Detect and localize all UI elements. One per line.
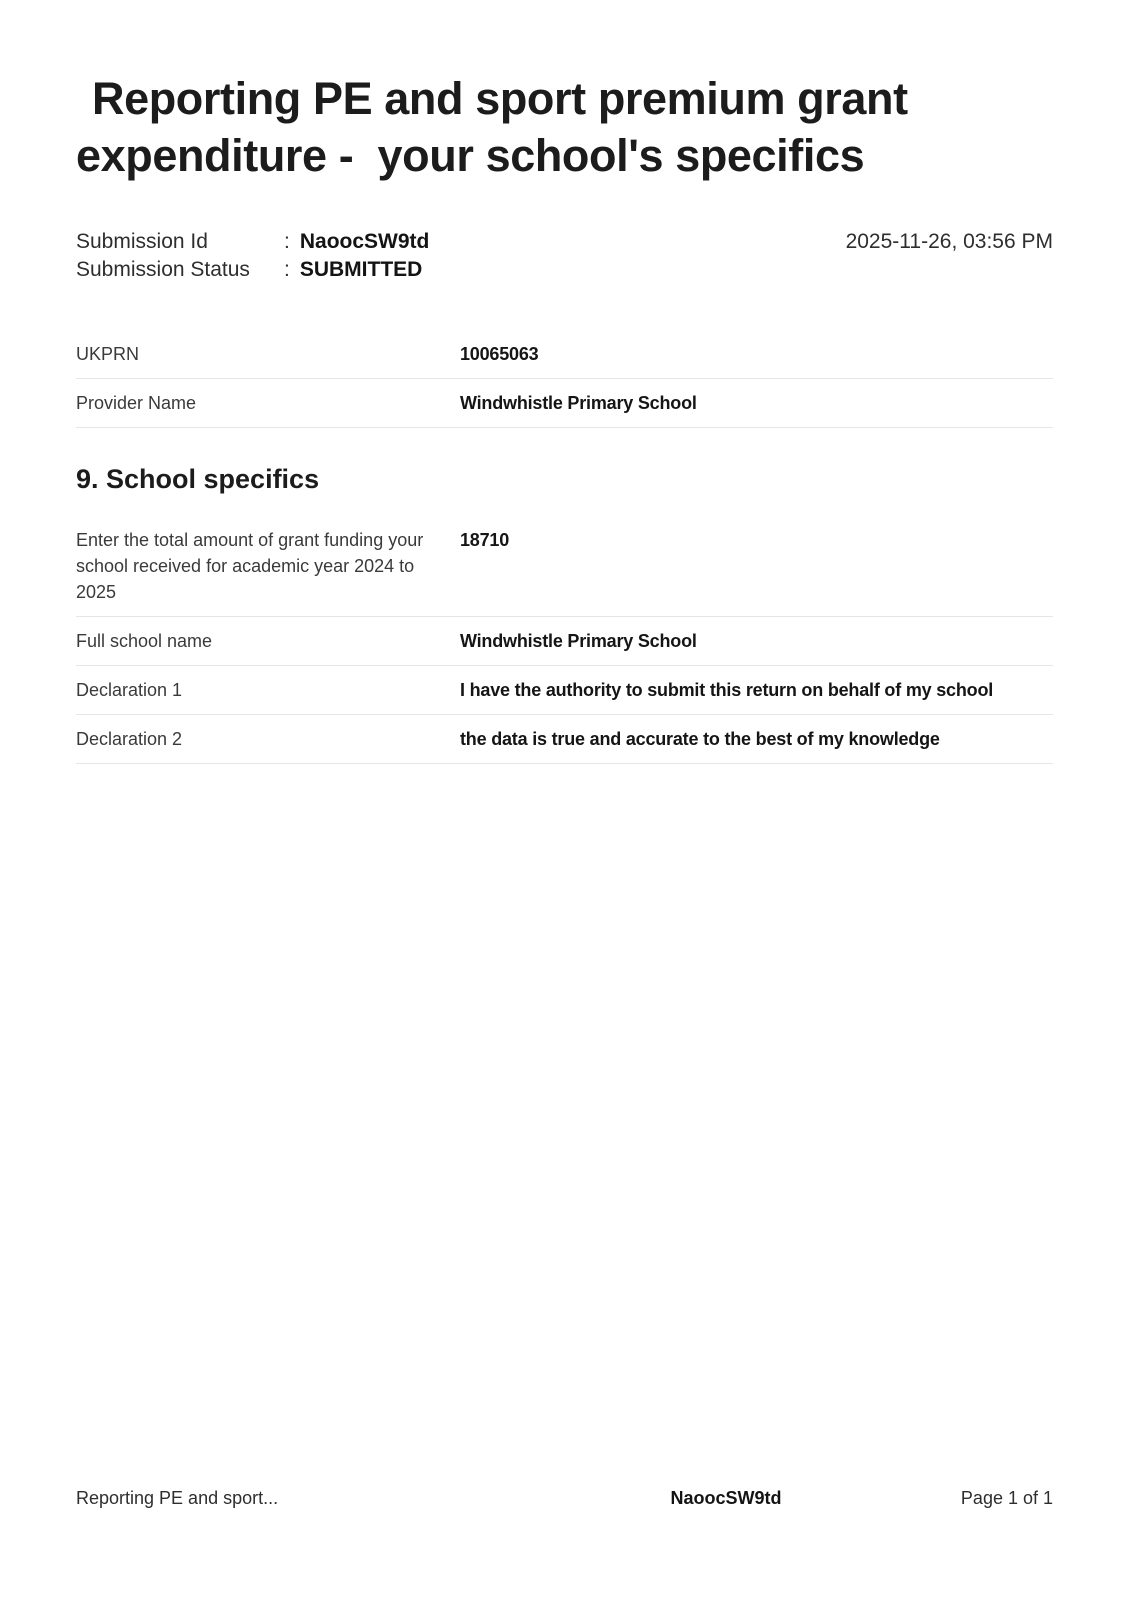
page-title-line-1: Reporting PE and sport premium grant <box>92 73 908 124</box>
declaration-1-value: I have the authority to submit this return on behalf of my school <box>460 680 994 700</box>
school-specifics-table <box>76 516 1053 764</box>
provider-table <box>76 330 1053 428</box>
grant-funding-label: Enter the total amount of grant funding your school received for academic year 2024 to 2025 <box>76 530 424 602</box>
submission-id-row <box>76 228 429 256</box>
submission-lines <box>76 228 429 284</box>
provider-name-label: Provider Name <box>76 393 197 413</box>
submission-meta-block <box>76 228 1053 284</box>
table-row-grant-funding <box>76 516 1053 617</box>
submission-timestamp: 2025-11-26, 03:56 PM <box>845 230 1053 253</box>
colon-separator: : <box>284 258 290 281</box>
footer-doc-title: Reporting PE and sport... <box>76 1488 279 1508</box>
page-title <box>76 70 1053 184</box>
declaration-1-label: Declaration 1 <box>76 680 183 700</box>
table-row-ukprn <box>76 330 1053 379</box>
submission-status-value: SUBMITTED <box>299 258 423 281</box>
submission-id-value: NaoocSW9td <box>299 230 430 253</box>
section-heading: 9. School specifics <box>76 464 320 494</box>
submission-status-row <box>76 256 429 284</box>
declaration-2-value: the data is true and accurate to the best of my knowledge <box>460 729 940 749</box>
table-row-declaration-1 <box>76 666 1053 715</box>
ukprn-value: 10065063 <box>460 344 539 364</box>
table-row-provider-name <box>76 379 1053 428</box>
table-row-full-school-name <box>76 617 1053 666</box>
footer-page-number: Page 1 of 1 <box>960 1488 1053 1508</box>
page-footer <box>76 1486 1053 1512</box>
provider-name-value: Windwhistle Primary School <box>460 393 697 413</box>
table-row-declaration-2 <box>76 715 1053 764</box>
full-school-name-label: Full school name <box>76 631 213 651</box>
full-school-name-value: Windwhistle Primary School <box>460 631 697 651</box>
declaration-2-label: Declaration 2 <box>76 729 183 749</box>
page-title-line-2: expenditure - your school's specifics <box>76 130 865 181</box>
submission-status-label: Submission Status <box>76 258 250 281</box>
submission-id-label: Submission Id <box>76 230 208 253</box>
grant-funding-value: 18710 <box>460 530 510 550</box>
footer-submission-id: NaoocSW9td <box>670 1488 782 1508</box>
colon-separator: : <box>284 230 290 253</box>
ukprn-label: UKPRN <box>76 344 140 364</box>
